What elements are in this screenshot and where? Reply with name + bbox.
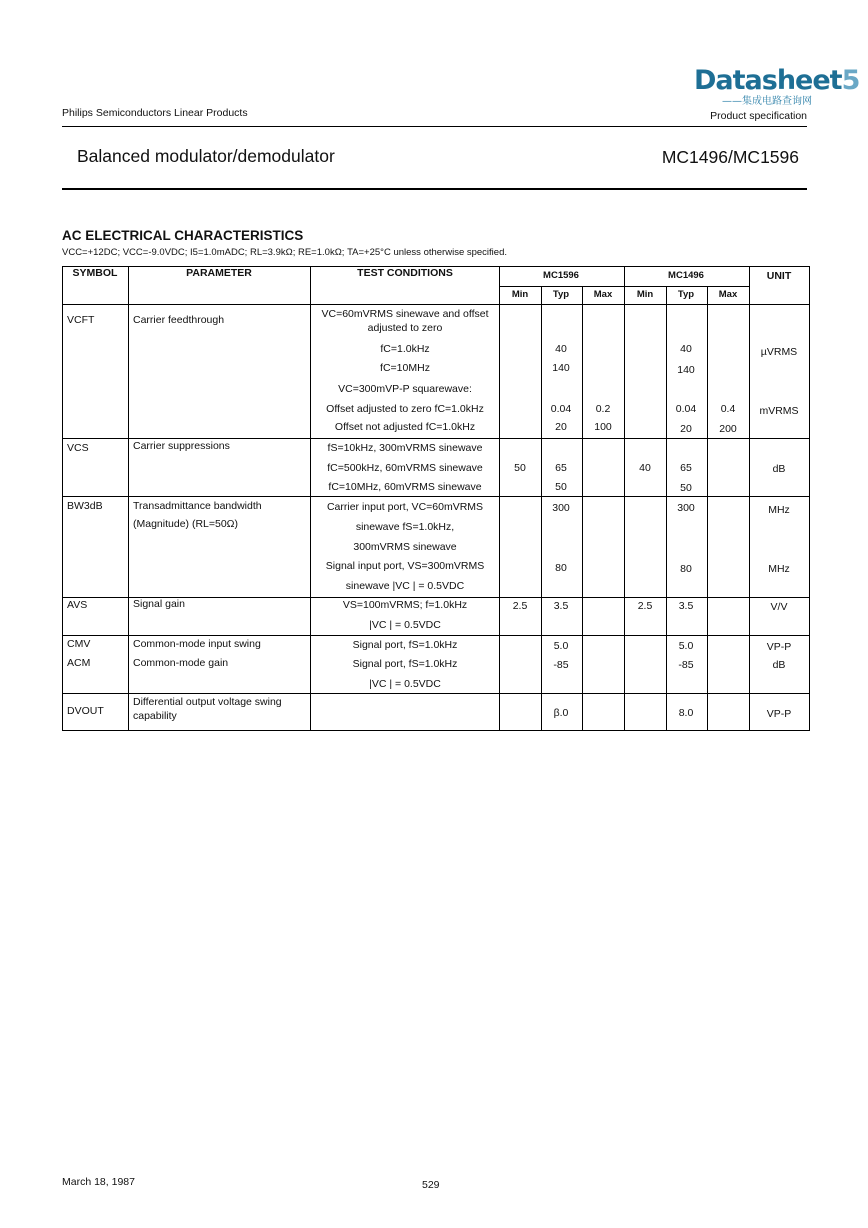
value-typ-1496: 20: [680, 423, 692, 435]
test-condition: VS=100mVRMS; f=1.0kHz: [342, 599, 468, 611]
col-rule: [541, 286, 542, 731]
test-condition: adjusted to zero: [367, 322, 443, 334]
logo-wordmark: Datasheet5: [694, 65, 860, 96]
unit-mhz: MHz: [768, 504, 790, 516]
value-typ-1496: 5.0: [678, 640, 694, 652]
row-rule: [62, 438, 810, 439]
value-typ-1596: 20: [555, 421, 567, 433]
test-condition: sinewave |VC | = 0.5VDC: [345, 580, 465, 592]
header-typ-1496: Typ: [677, 289, 695, 300]
doc-type: Product specification: [710, 110, 807, 122]
header-bottom-rule: [62, 304, 810, 305]
value-max-1496: 200: [719, 423, 737, 435]
parameter-capability: capability: [133, 710, 177, 722]
value-max-1596: 100: [594, 421, 612, 433]
value-typ-1496: 300: [677, 502, 695, 514]
test-condition: Offset not adjusted fC=1.0kHz: [334, 421, 476, 433]
parameter-common-mode-input-swing: Common-mode input swing: [133, 638, 261, 650]
value-typ-1496: 65: [680, 462, 692, 474]
test-condition: Offset adjusted to zero fC=1.0kHz: [326, 403, 484, 415]
value-typ-1496: 8.0: [678, 707, 694, 719]
symbol-avs: AVS: [67, 599, 88, 611]
value-typ-1596: 65: [555, 462, 567, 474]
header-typ-1596: Typ: [552, 289, 570, 300]
test-condition: Carrier input port, VC=60mVRMS: [326, 501, 484, 513]
symbol-dvout: DVOUT: [67, 705, 104, 717]
col-rule: [310, 266, 311, 731]
col-rule: [499, 266, 500, 731]
value-typ-1596: 40: [555, 343, 567, 355]
value-typ-1596: 3.5: [553, 600, 569, 612]
unit-db: dB: [772, 659, 786, 671]
test-condition: fS=10kHz, 300mVRMS sinewave: [327, 442, 483, 454]
value-typ-1496: 3.5: [678, 600, 694, 612]
value-typ-1596: 0.04: [550, 403, 572, 415]
parameter-differential-output-swing: Differential output voltage swing: [133, 696, 282, 708]
value-typ-1596: β.0: [553, 707, 569, 719]
value-min-1496: 2.5: [637, 600, 653, 612]
col-rule: [128, 266, 129, 731]
header-max-1496: Max: [718, 289, 738, 300]
unit-v-per-v: V/V: [770, 601, 788, 613]
value-min-1596: 2.5: [512, 600, 528, 612]
symbol-acm: ACM: [67, 657, 91, 669]
parameter-carrier-suppressions: Carrier suppressions: [133, 440, 230, 452]
value-typ-1496: 40: [680, 343, 692, 355]
unit-vpp: VP-P: [766, 708, 792, 720]
test-condition: VC=60mVRMS sinewave and offset: [321, 308, 489, 320]
test-condition: Signal port, fS=1.0kHz: [352, 639, 458, 651]
symbol-bw3db: BW3dB: [67, 500, 103, 512]
part-number: MC1496/MC1596: [661, 147, 799, 167]
value-min-1596: 50: [514, 462, 526, 474]
test-condition: VC=300mVP-P squarewave:: [338, 383, 472, 395]
test-condition: 300mVRMS sinewave: [353, 541, 457, 553]
value-typ-1596: 50: [555, 481, 567, 493]
unit-mvrms: mVRMS: [759, 405, 799, 417]
test-condition: fC=500kHz, 60mVRMS sinewave: [327, 462, 483, 474]
header-mc1496: MC1496: [668, 270, 704, 281]
value-typ-1596: 300: [552, 502, 570, 514]
header-min-1596: Min: [511, 289, 529, 300]
company-name: Philips Semiconductors Linear Products: [62, 107, 248, 119]
document-title: Balanced modulator/demodulator: [77, 146, 335, 166]
table-border-bottom: [62, 730, 810, 731]
footer-date: March 18, 1987: [62, 1176, 135, 1188]
value-max-1596: 0.2: [595, 403, 611, 415]
parameter-carrier-feedthrough: Carrier feedthrough: [133, 314, 225, 326]
header-parameter: PARAMETER: [186, 267, 252, 279]
value-typ-1496: -85: [678, 659, 694, 671]
value-max-1496: 0.4: [720, 403, 736, 415]
row-rule: [62, 635, 810, 636]
unit-vpp: VP-P: [766, 641, 792, 653]
symbol-vcft: VCFT: [67, 314, 95, 326]
test-condition: sinewave fS=1.0kHz,: [355, 521, 455, 533]
col-rule: [749, 266, 750, 731]
test-condition: Signal input port, VS=300mVRMS: [325, 560, 485, 572]
value-min-1496: 40: [639, 462, 651, 474]
test-condition: fC=10MHz, 60mVRMS sinewave: [328, 481, 482, 493]
parameter-transadmittance-bandwidth: Transadmittance bandwidth: [133, 500, 262, 512]
section-title: AC ELECTRICAL CHARACTERISTICS: [62, 228, 304, 243]
header-min-1496: Min: [636, 289, 654, 300]
table-border-right: [809, 266, 810, 731]
col-rule: [582, 286, 583, 731]
test-condition: fC=10MHz: [380, 362, 430, 374]
page-number: 529: [422, 1179, 440, 1191]
symbol-vcs: VCS: [67, 442, 89, 454]
header-mc1596: MC1596: [543, 270, 579, 281]
row-rule: [62, 693, 810, 694]
parameter-signal-gain: Signal gain: [133, 598, 185, 610]
parameter-magnitude: (Magnitude) (RL=50Ω): [133, 518, 239, 530]
value-typ-1596: -85: [553, 659, 569, 671]
datasheet-logo: [694, 66, 868, 108]
col-rule: [624, 266, 625, 731]
unit-db: dB: [772, 463, 786, 475]
ac-characteristics-table: [62, 266, 810, 731]
value-typ-1496: 0.04: [675, 403, 697, 415]
logo-subtitle: ——集成电路查询网: [722, 96, 812, 107]
test-condition: Signal port, fS=1.0kHz: [352, 658, 458, 670]
parameter-common-mode-gain: Common-mode gain: [133, 657, 229, 669]
header-unit: UNIT: [766, 270, 792, 282]
unit-mhz: MHz: [768, 563, 790, 575]
value-typ-1496: 80: [680, 563, 692, 575]
value-typ-1596: 80: [555, 562, 567, 574]
header-test-conditions: TEST CONDITIONS: [357, 267, 453, 279]
unit-uvrms: µVRMS: [760, 346, 798, 358]
value-typ-1596: 140: [552, 362, 570, 374]
value-typ-1496: 50: [680, 482, 692, 494]
table-border-left: [62, 266, 63, 731]
header-max-1596: Max: [593, 289, 613, 300]
test-condition: |VC | = 0.5VDC: [369, 678, 441, 690]
header-rule: [62, 126, 807, 127]
header-symbol: SYMBOL: [72, 267, 118, 279]
test-condition: |VC | = 0.5VDC: [369, 619, 441, 631]
value-typ-1496: 140: [677, 364, 695, 376]
title-rule: [62, 188, 807, 190]
col-rule: [707, 286, 708, 731]
value-typ-1596: 5.0: [553, 640, 569, 652]
section-conditions: VCC=+12DC; VCC=-9.0VDC; I5=1.0mADC; RL=3.9kΩ; RE=1.0kΩ; TA=+25°C unless otherwise specified.: [62, 247, 507, 258]
symbol-cmv: CMV: [67, 638, 91, 650]
test-condition: fC=1.0kHz: [380, 343, 430, 355]
row-rule: [62, 496, 810, 497]
col-rule: [666, 286, 667, 731]
